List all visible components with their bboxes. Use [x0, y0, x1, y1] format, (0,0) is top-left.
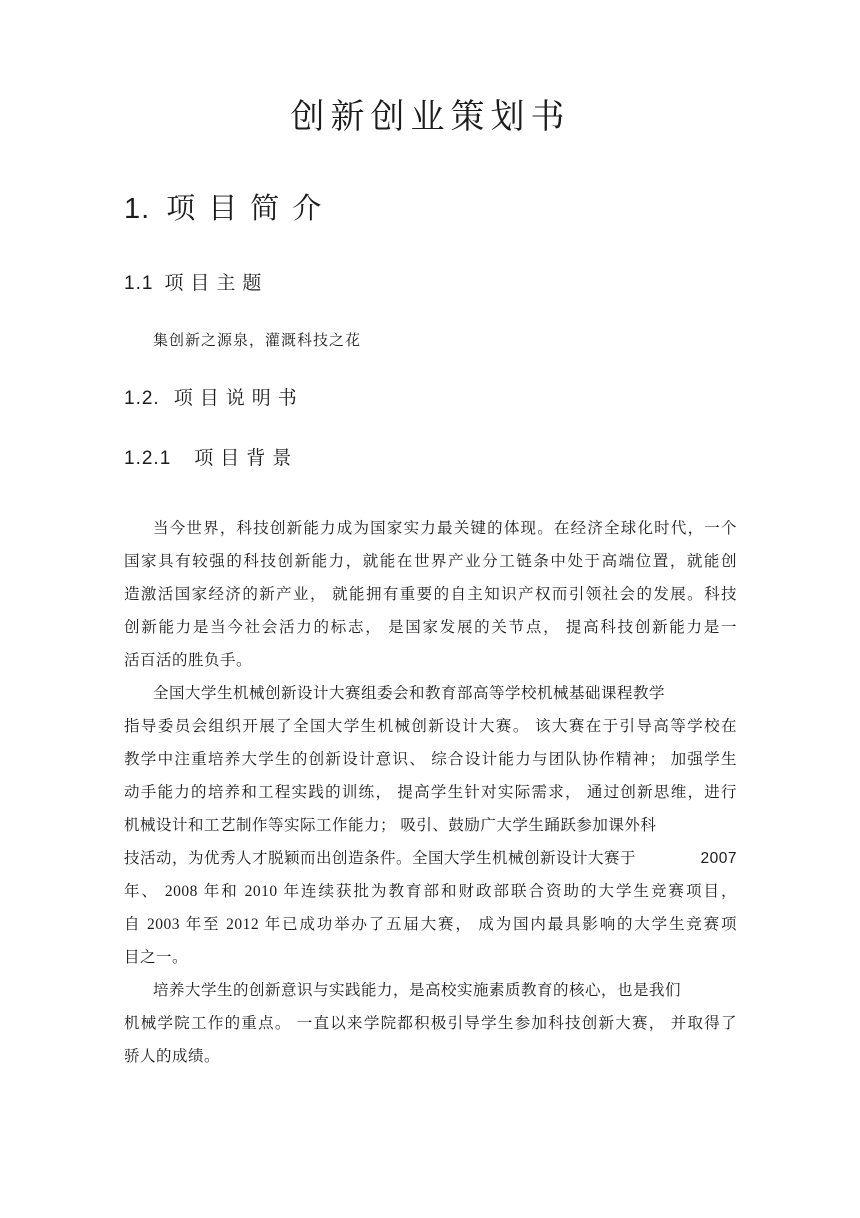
text-line: 活百活的胜负手。 — [124, 652, 253, 669]
heading-project-intro-number: 1. — [124, 193, 151, 225]
paragraph-background-1 — [124, 512, 737, 677]
text-line: 当今世界，科技创新能力成为国家实力最关键的体现。在经济全球化时代，一个 — [153, 520, 737, 537]
text-line: 机械学院工作的重点。 一直以来学院都积极引导学生参加科技创新大赛， 并取得了 — [124, 1015, 737, 1032]
text-line: 动手能力的培养和工程实践的训练， 提高学生针对实际需求， 通过创新思维，进行 — [124, 784, 737, 801]
heading-project-theme — [124, 272, 737, 296]
document-title: 创新创业策划书 — [290, 99, 571, 136]
text-line: 自 2003 年至 2012 年已成功举办了五届大赛， 成为国内最具影响的大学生竞赛项 — [124, 916, 737, 933]
heading-project-spec-number: 1.2. — [124, 388, 160, 409]
text-line-with-year-gap — [124, 842, 737, 875]
text-line: 目之一。 — [124, 949, 189, 966]
heading-project-intro-text: 项目简介 — [166, 193, 335, 225]
heading-project-background — [124, 447, 737, 471]
heading-project-theme-text: 项目主题 — [164, 273, 269, 294]
text-line: 指导委员会组织开展了全国大学生机械创新设计大赛。 该大赛在于引导高等学校在 — [124, 718, 737, 735]
heading-project-background-text: 项目背景 — [194, 448, 299, 469]
text-line: 机械设计和工艺制作等实际工作能力； 吸引、鼓励广大学生踊跃参加课外科 — [124, 817, 657, 834]
theme-slogan-line: 集创新之源泉，灌溉科技之花 — [153, 333, 362, 349]
text-line: 骄人的成绩。 — [124, 1048, 221, 1065]
heading-project-theme-number: 1.1 — [124, 273, 154, 294]
text-line: 全国大学生机械创新设计大赛组委会和教育部高等学校机械基础课程教学 — [153, 685, 666, 702]
text-line: 教学中注重培养大学生的创新设计意识、 综合设计能力与团队协作精神； 加强学生 — [124, 751, 737, 768]
text-line: 年、 2008 年和 2010 年连续获批为教育部和财政部联合资助的大学生竞赛项目， — [124, 883, 737, 900]
text-line: 创新能力是当今社会活力的标志， 是国家发展的关节点， 提高科技创新能力是一 — [124, 619, 737, 636]
text-line: 造激活国家经济的新产业， 就能拥有重要的自主知识产权而引领社会的发展。科技 — [124, 586, 737, 603]
paragraph-background-3 — [124, 974, 737, 1073]
heading-project-background-number: 1.2.1 — [124, 448, 172, 469]
heading-project-intro — [124, 191, 737, 227]
paragraph-background-2 — [124, 677, 737, 974]
heading-project-spec — [124, 387, 737, 411]
gap-line-year-2007: 2007 — [700, 850, 737, 867]
text-line: 培养大学生的创新意识与实践能力，是高校实施素质教育的核心，也是我们 — [153, 982, 682, 999]
heading-project-spec-text: 项目说明书 — [173, 388, 304, 409]
gap-line-left-text: 技活动，为优秀人才脱颖而出创造条件。全国大学生机械创新设计大赛于 — [124, 850, 637, 867]
text-line: 国家具有较强的科技创新能力，就能在世界产业分工链条中处于高端位置，就能创 — [124, 553, 737, 570]
